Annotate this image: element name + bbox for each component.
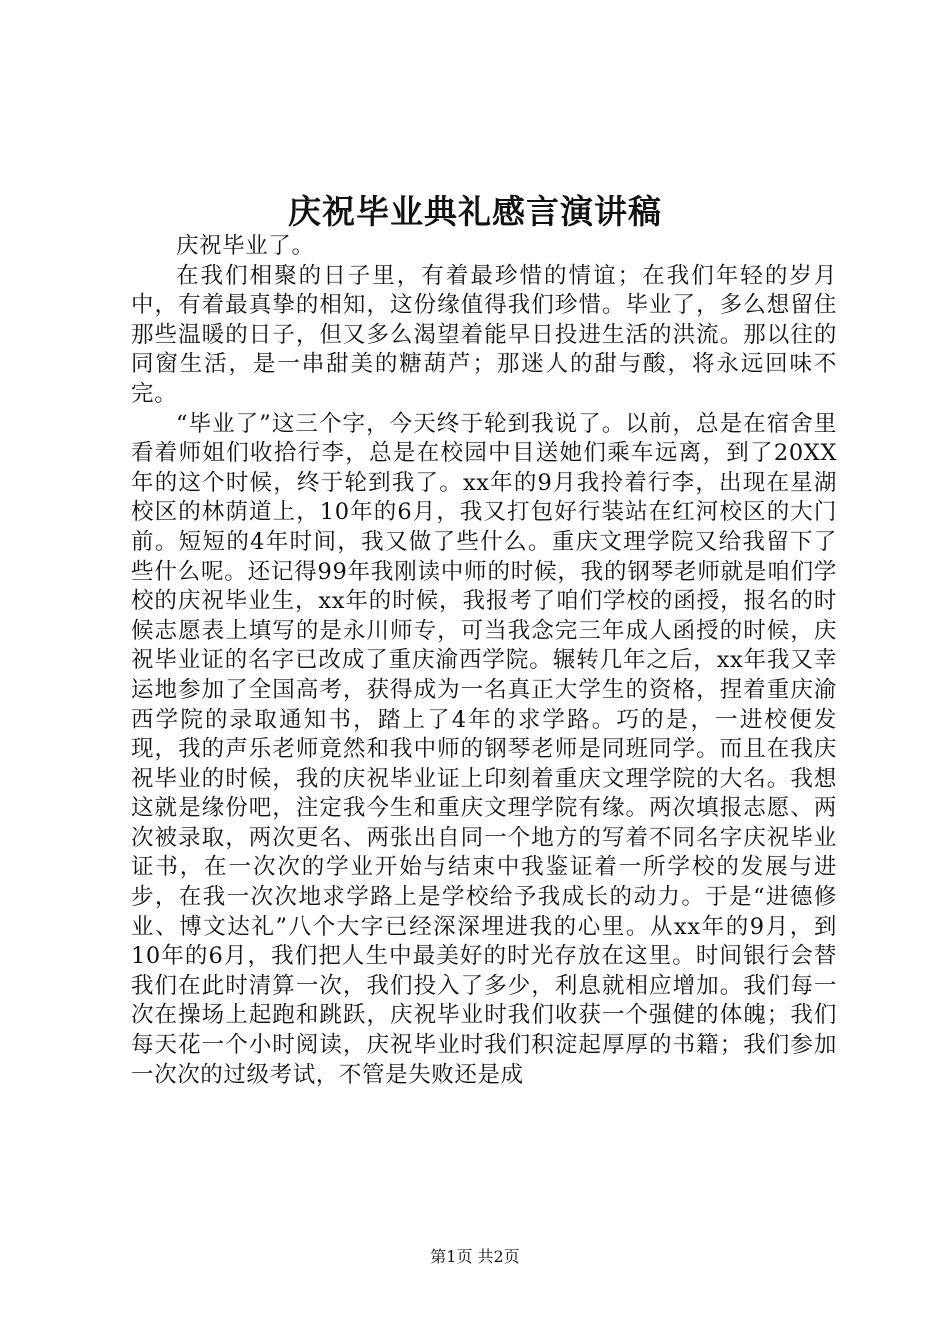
paragraph-2: 在我们相聚的日子里，有着最珍惜的情谊；在我们年轻的岁月中，有着最真挚的相知，这份缘值得我们珍惜。毕业了，多么想留住那些温暖的日子，但又多么渴望着能早日投进生活的洪流。那以往的同窗生活，是一串甜美的糖葫芦；那迷人的甜与酸，将永远回味不完。 [131,262,837,407]
paragraph-1: 庆祝毕业了。 [176,233,315,259]
paragraph-3: “毕业了”这三个字，今天终于轮到我说了。以前，总是在宿舍里看着师姐们收拾行李，总是在校园中目送她们乘车远离，到了20XX年的这个时候，终于轮到我了。xx年的9月我拎着行李，出现在星湖校区的林荫道上，10年的6月，我又打包好行装站在红河校区的大门前。短短的4年时间，我又做了些什么。重庆文理学院又给我留下了些什么呢。还记得99年我刚读中师的时候，我的钢琴老师就是咱们学校的庆祝毕业生，xx年的时候，我报考了咱们学校的函授，报名的时候志愿表上填写的是永川师专，可当我念完三年成人函授的时候，庆祝毕业证的名字已改成了重庆渝西学院。辗转几年之后，xx年我又幸运地参加了全国高考，获得成为一名真正大学生的资格，捏着重庆渝西学院的录取通知书，踏上了4年的求学路。巧的是，一进校便发现，我的声乐老师竟然和我中师的钢琴老师是同班同学。而且在我庆祝毕业的时候，我的庆祝毕业证上印刻着重庆文理学院的大名。我想这就是缘份吧，注定我今生和重庆文理学院有缘。两次填报志愿、两次被录取，两次更名、两张出自同一个地方的写着不同名字庆祝毕业证书，在一次次的学业开始与结束中我鉴证着一所学校的发展与进步，在我一次次地求学路上是学校给予我成长的动力。于是“进德修业、博文达礼”八个大字已经深深埋进我的心里。从xx年的9月，到10年的6月，我们把人生中最美好的时光存放在这里。时间银行会替我们在此时清算一次，我们投入了多少，利息就相应增加。我们每一次在操场上起跑和跳跃，庆祝毕业时我们收获一个强健的体魄；我们每天花一个小时阅读，庆祝毕业时我们积淀起厚厚的书籍；我们参加一次次的过级考试，不管是失败还是成 [131,410,837,1088]
document-body [131,232,837,1090]
document-title: 庆祝毕业典礼感言演讲稿 [288,192,662,231]
page-number-footer: 第1页 共2页 [430,1247,520,1266]
